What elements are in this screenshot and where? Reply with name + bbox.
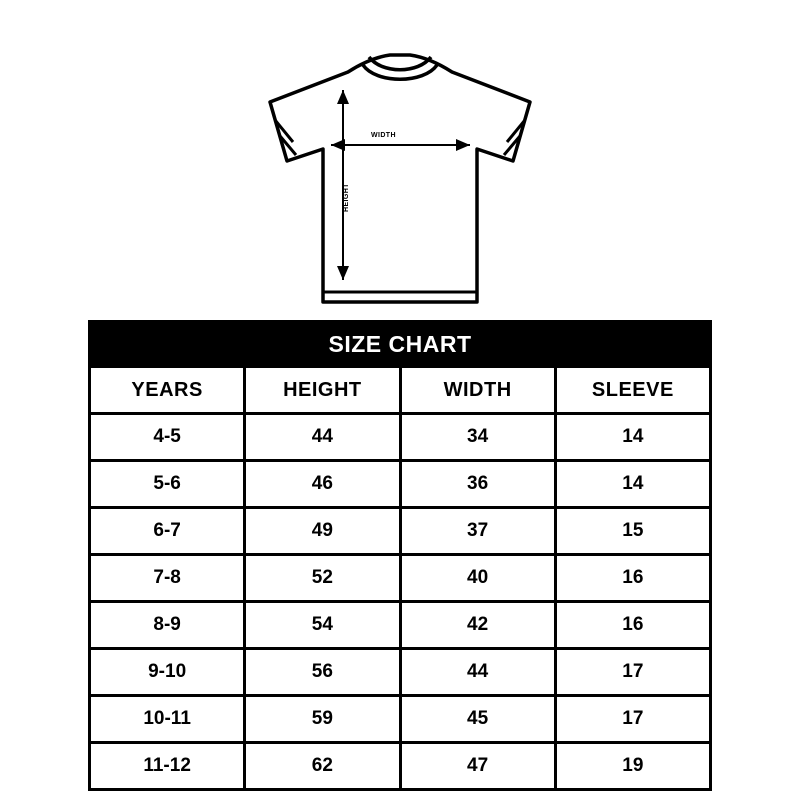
shirt-outline xyxy=(270,55,530,302)
cell-years: 11-12 xyxy=(90,743,245,790)
table-row xyxy=(90,602,711,649)
cell-width: 36 xyxy=(400,461,555,508)
cell-width: 40 xyxy=(400,555,555,602)
cell-height: 54 xyxy=(245,602,400,649)
cell-sleeve: 19 xyxy=(555,743,710,790)
cell-height: 62 xyxy=(245,743,400,790)
cell-sleeve: 14 xyxy=(555,414,710,461)
cell-width: 45 xyxy=(400,696,555,743)
table-row xyxy=(90,555,711,602)
cell-height: 46 xyxy=(245,461,400,508)
chart-title-row xyxy=(90,322,711,367)
cell-sleeve: 16 xyxy=(555,602,710,649)
cell-height: 49 xyxy=(245,508,400,555)
cell-height: 52 xyxy=(245,555,400,602)
cell-height: 56 xyxy=(245,649,400,696)
column-header-width: WIDTH xyxy=(400,367,555,414)
cell-years: 6-7 xyxy=(90,508,245,555)
width-label: WIDTH xyxy=(371,132,396,139)
table-header-row xyxy=(90,367,711,414)
cell-width: 42 xyxy=(400,602,555,649)
table-row xyxy=(90,743,711,790)
cell-width: 37 xyxy=(400,508,555,555)
cell-width: 47 xyxy=(400,743,555,790)
cell-years: 5-6 xyxy=(90,461,245,508)
cell-years: 9-10 xyxy=(90,649,245,696)
cell-sleeve: 17 xyxy=(555,696,710,743)
cell-sleeve: 16 xyxy=(555,555,710,602)
cell-sleeve: 15 xyxy=(555,508,710,555)
column-header-height: HEIGHT xyxy=(245,367,400,414)
height-label: HEIGHT xyxy=(343,183,350,212)
cell-years: 4-5 xyxy=(90,414,245,461)
chart-title: SIZE CHART xyxy=(90,322,711,367)
cell-years: 10-11 xyxy=(90,696,245,743)
cell-height: 59 xyxy=(245,696,400,743)
cell-years: 8-9 xyxy=(90,602,245,649)
table-row xyxy=(90,414,711,461)
cell-width: 34 xyxy=(400,414,555,461)
cell-width: 44 xyxy=(400,649,555,696)
column-header-sleeve: SLEEVE xyxy=(555,367,710,414)
table-row xyxy=(90,649,711,696)
t-shirt-measurement-diagram xyxy=(230,30,570,315)
size-chart-table xyxy=(88,320,712,791)
cell-years: 7-8 xyxy=(90,555,245,602)
table-row xyxy=(90,696,711,743)
cell-sleeve: 17 xyxy=(555,649,710,696)
table-row xyxy=(90,508,711,555)
cell-sleeve: 14 xyxy=(555,461,710,508)
cell-height: 44 xyxy=(245,414,400,461)
column-header-years: YEARS xyxy=(90,367,245,414)
table-row xyxy=(90,461,711,508)
